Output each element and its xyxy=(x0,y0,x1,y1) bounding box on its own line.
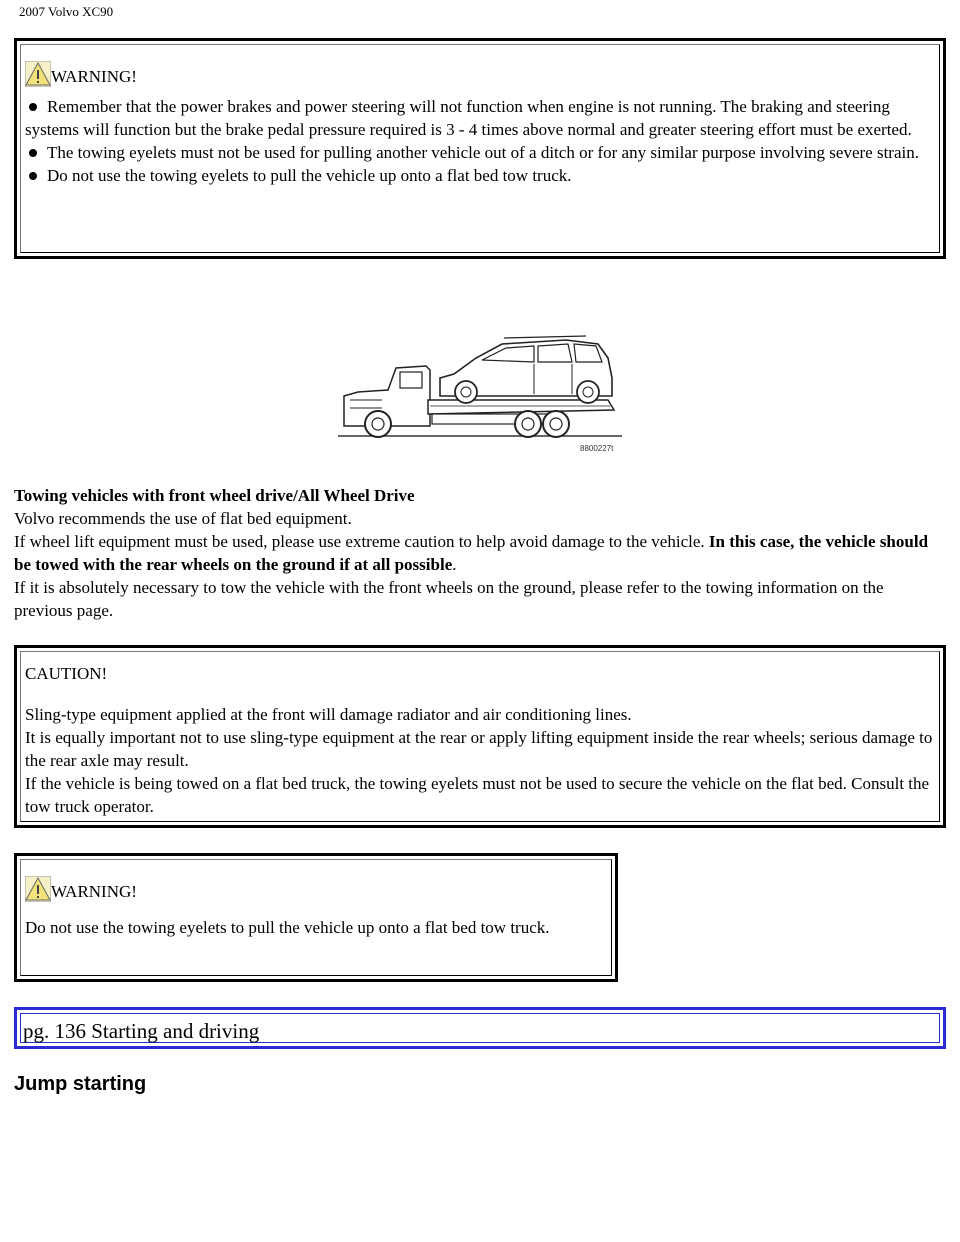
warning-text: Do not use the towing eyelets to pull the vehicle up onto a flat bed tow truck. xyxy=(25,918,550,937)
warning-box-bottom xyxy=(14,853,618,982)
warning-label: WARNING! xyxy=(51,882,137,901)
towing-line-1: Volvo recommends the use of flat bed equipment. xyxy=(14,509,352,528)
caution-line: Sling-type equipment applied at the front will damage radiator and air conditioning lines. xyxy=(25,705,632,724)
warning-label: WARNING! xyxy=(51,67,137,86)
document-title: 2007 Volvo XC90 xyxy=(19,4,114,19)
list-item: Remember that the power brakes and power steering will not function when engine is not running. The braking and steering systems will function but the brake pedal pressure required is 3 - 4 times above normal and greater steering effort must be exerted. xyxy=(25,97,912,139)
bullet-icon xyxy=(29,172,37,180)
page-reference-box xyxy=(14,1007,946,1049)
list-item: The towing eyelets must not be used for pulling another vehicle out of a ditch or for any similar purpose involving severe strain. xyxy=(25,141,935,164)
warning-box-top xyxy=(14,38,946,259)
list-item: Do not use the towing eyelets to pull the vehicle up onto a flat bed tow truck. xyxy=(25,164,935,187)
warning-triangle-icon xyxy=(25,876,51,902)
bullet-icon xyxy=(29,149,37,157)
section-heading: Jump starting xyxy=(14,1073,147,1095)
towing-line-3: If it is absolutely necessary to tow the vehicle with the front wheels on the ground, please refer to the towing information on the previous page. xyxy=(14,578,884,620)
caution-label: CAUTION! xyxy=(25,664,108,683)
towing-heading: Towing vehicles with front wheel drive/All Wheel Drive xyxy=(14,486,415,505)
bullet-icon xyxy=(29,103,37,111)
caution-line: If the vehicle is being towed on a flat bed truck, the towing eyelets must not be used to secure the vehicle on the flat bed. Consult the tow truck operator. xyxy=(25,774,930,816)
towing-line-2: If wheel lift equipment must be used, please use extreme caution to help avoid damage to the vehicle. In this case, the vehicle should be towed with the rear wheels on the ground if at all possible. xyxy=(14,532,929,574)
flatbed-tow-truck-illustration xyxy=(336,330,624,454)
page-reference: pg. 136 Starting and driving xyxy=(20,1013,940,1043)
caution-line: It is equally important not to use sling-type equipment at the rear or apply lifting equipment inside the rear wheels; serious damage to the rear axle may result. xyxy=(25,728,933,770)
warning-triangle-icon xyxy=(25,61,51,87)
caution-box xyxy=(14,645,946,828)
towing-section xyxy=(14,484,944,622)
warning-list xyxy=(25,95,935,187)
figure-code: 8800227t xyxy=(580,444,614,453)
